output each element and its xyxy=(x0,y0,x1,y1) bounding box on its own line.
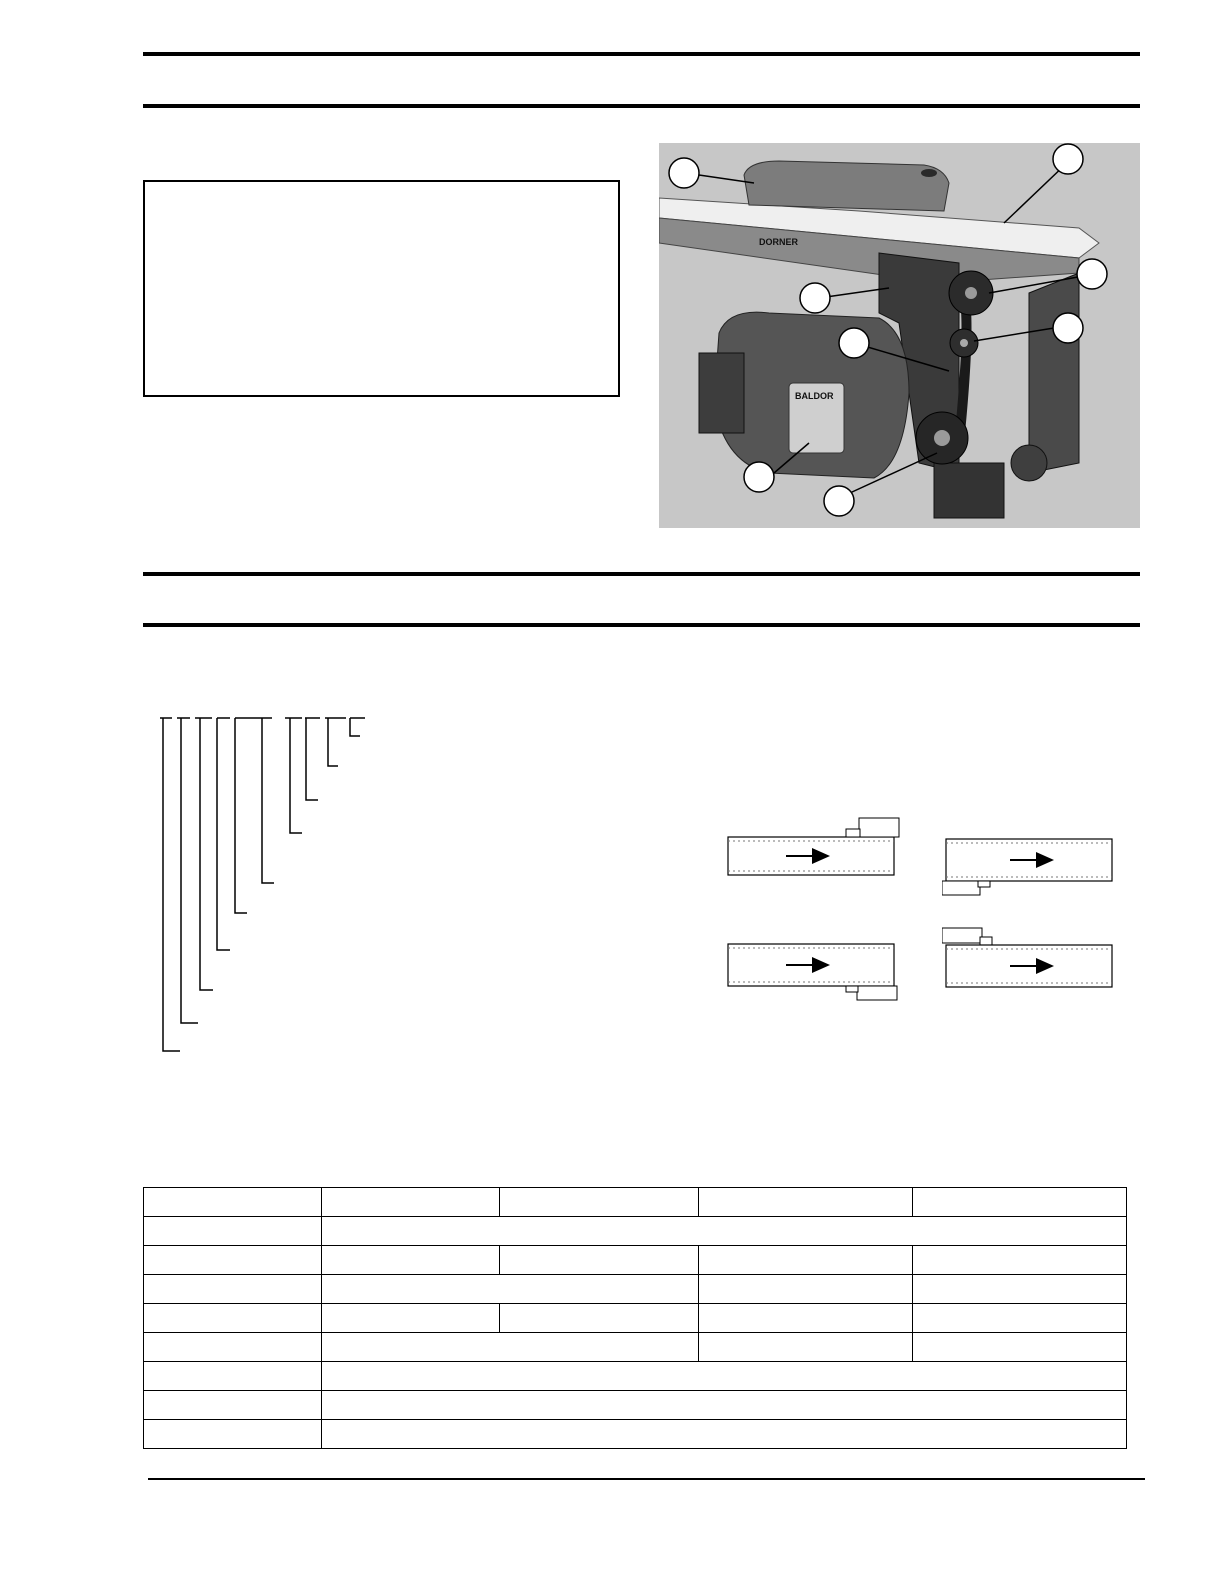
motor-brand-label: BALDOR xyxy=(795,391,834,401)
table-cell xyxy=(913,1304,1127,1333)
driven-pulley-hub xyxy=(965,287,977,299)
table-row xyxy=(144,1188,1127,1217)
callout-2 xyxy=(1053,144,1083,174)
table-cell xyxy=(322,1217,1127,1246)
table-cell xyxy=(144,1391,322,1420)
table-cell xyxy=(699,1275,913,1304)
footer-rule xyxy=(148,1478,1145,1480)
callout-3 xyxy=(1077,259,1107,289)
table-cell xyxy=(322,1246,500,1275)
section-header-rule xyxy=(143,104,1140,108)
table-cell xyxy=(322,1188,500,1217)
belt-guard-cover xyxy=(744,161,949,211)
table-row xyxy=(144,1217,1127,1246)
tensioner-pulley-hub xyxy=(960,339,968,347)
conveyor-brand-label: DORNER xyxy=(759,237,799,247)
side-bracket xyxy=(1029,273,1079,473)
table-cell xyxy=(322,1333,699,1362)
section-top-rule xyxy=(143,52,1140,56)
table-cell xyxy=(913,1275,1127,1304)
table-cell xyxy=(500,1304,699,1333)
table-cell xyxy=(144,1420,322,1449)
callout-8 xyxy=(824,486,854,516)
part-number-tree xyxy=(150,708,380,1068)
table-cell xyxy=(699,1333,913,1362)
table-row xyxy=(144,1420,1127,1449)
table-cell xyxy=(144,1188,322,1217)
callout-6 xyxy=(839,328,869,358)
table-cell xyxy=(500,1246,699,1275)
table-row xyxy=(144,1333,1127,1362)
motor-junction-box xyxy=(699,353,744,433)
table-cell xyxy=(144,1246,322,1275)
gearmotor-mount-photo xyxy=(659,143,1140,528)
gear-reducer xyxy=(934,463,1004,518)
table-cell xyxy=(322,1420,1127,1449)
note-box xyxy=(143,180,620,397)
mounting-diagram-top-right xyxy=(724,815,904,885)
table-row xyxy=(144,1304,1127,1333)
section-header-rule-2 xyxy=(143,623,1140,627)
guard-knob xyxy=(921,169,937,177)
mounting-diagram-bottom-left xyxy=(724,940,904,1010)
callout-1 xyxy=(669,158,699,188)
mounting-diagram-top-left xyxy=(942,925,1122,995)
table-cell xyxy=(144,1275,322,1304)
callout-5 xyxy=(800,283,830,313)
table-row xyxy=(144,1362,1127,1391)
table-cell xyxy=(699,1304,913,1333)
table-cell xyxy=(144,1304,322,1333)
table-cell xyxy=(322,1362,1127,1391)
table-cell xyxy=(699,1188,913,1217)
drive-pulley-hub xyxy=(934,430,950,446)
table-row xyxy=(144,1391,1127,1420)
table-cell xyxy=(699,1246,913,1275)
mounting-diagram-bottom-right xyxy=(942,835,1122,905)
callout-7 xyxy=(744,462,774,492)
table-cell xyxy=(322,1391,1127,1420)
table-row xyxy=(144,1275,1127,1304)
table-row xyxy=(144,1246,1127,1275)
table-cell xyxy=(322,1275,699,1304)
table-cell xyxy=(913,1246,1127,1275)
spec-table xyxy=(143,1187,1127,1449)
callout-4 xyxy=(1053,313,1083,343)
table-cell xyxy=(913,1333,1127,1362)
section-top-rule-2 xyxy=(143,572,1140,576)
table-cell xyxy=(322,1304,500,1333)
reducer-cap xyxy=(1011,445,1047,481)
table-cell xyxy=(500,1188,699,1217)
table-cell xyxy=(144,1333,322,1362)
table-cell xyxy=(913,1188,1127,1217)
table-cell xyxy=(144,1362,322,1391)
table-cell xyxy=(144,1217,322,1246)
